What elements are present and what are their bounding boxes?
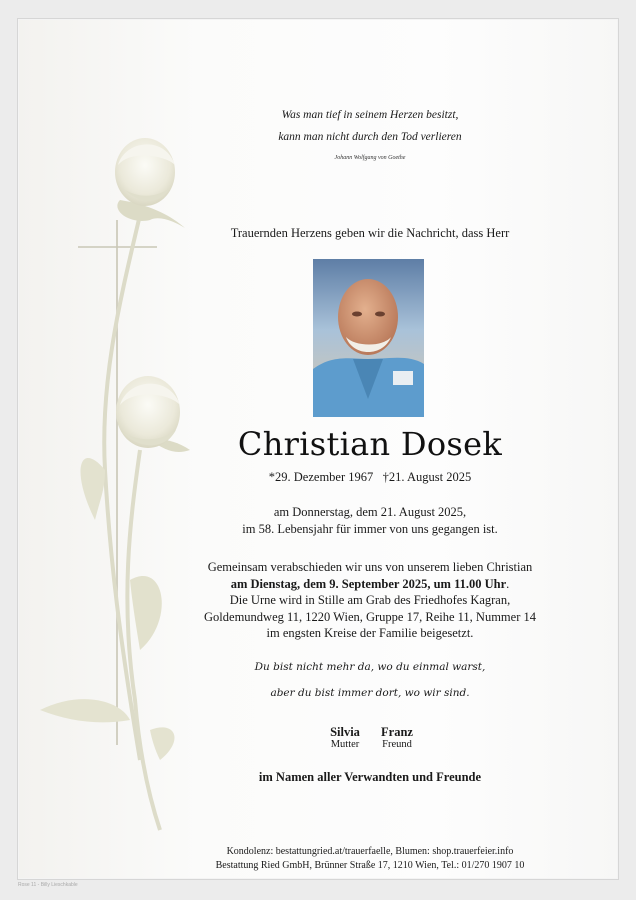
closing-line: im Namen aller Verwandten und Freunde [258, 770, 482, 784]
mourner-relation: Freund [382, 739, 412, 750]
footer-contact [150, 845, 590, 873]
mourner-silvia [322, 725, 368, 750]
verse-line-1: Du bist nicht mehr da, wo du einmal warst, [254, 661, 486, 673]
mourner-name: Silvia [330, 725, 360, 739]
farewell-datetime [150, 576, 590, 593]
goethe-quote [150, 104, 590, 148]
funeral-details [150, 559, 590, 642]
mourner-name: Franz [381, 725, 413, 739]
intro-text: Trauernden Herzens geben wir die Nachricht, dass Herr [230, 226, 510, 240]
deceased-name: Christian Dosek [237, 425, 503, 463]
death-date: †21. August 2025 [382, 470, 472, 484]
memorial-verse [150, 654, 590, 706]
farewell-line-1: Gemeinsam verabschieden wir uns von unserem lieben Christian [207, 560, 533, 574]
verse-line-2: aber du bist immer dort, wo wir sind. [270, 687, 470, 699]
portrait-photo [313, 259, 424, 417]
farewell-datetime-suffix: . [506, 576, 510, 591]
passing-line-2: im 58. Lebensjahr für immer von uns gegangen ist. [242, 521, 498, 536]
birth-date: *29. Dezember 1967 [268, 470, 374, 484]
life-dates [150, 470, 590, 485]
mourner-relation: Mutter [330, 739, 360, 750]
footer-line-2: Bestattung Ried GmbH, Brünner Straße 17, 1210 Wien, Tel.: 01/270 1907 10 [215, 860, 525, 871]
farewell-line-3: Die Urne wird in Stille am Grab des Friedhofes Kagran, [229, 593, 511, 607]
funeral-date-bold: am Dienstag, dem 9. September 2025, um 11.00 Uhr [230, 576, 507, 591]
image-credit: Rose 11 - Billy Lieschkable [18, 882, 78, 888]
mourner-franz [374, 725, 420, 750]
quote-author: Johann Wolfgang von Goethe [334, 155, 406, 161]
quote-line-2: kann man nicht durch den Tod verlieren [278, 131, 462, 143]
passing-notice [150, 504, 590, 537]
passing-line-1: am Donnerstag, dem 21. August 2025, [273, 505, 467, 519]
farewell-line-4: Goldemundweg 11, 1220 Wien, Gruppe 17, Reihe 11, Nummer 14 [204, 609, 536, 624]
footer-line-1: Kondolenz: bestattungried.at/trauerfaelle, Blumen: shop.trauerfeier.info [226, 846, 514, 857]
quote-line-1: Was man tief in seinem Herzen besitzt, [281, 109, 459, 121]
farewell-line-5: im engsten Kreise der Familie beigesetzt. [266, 626, 474, 640]
